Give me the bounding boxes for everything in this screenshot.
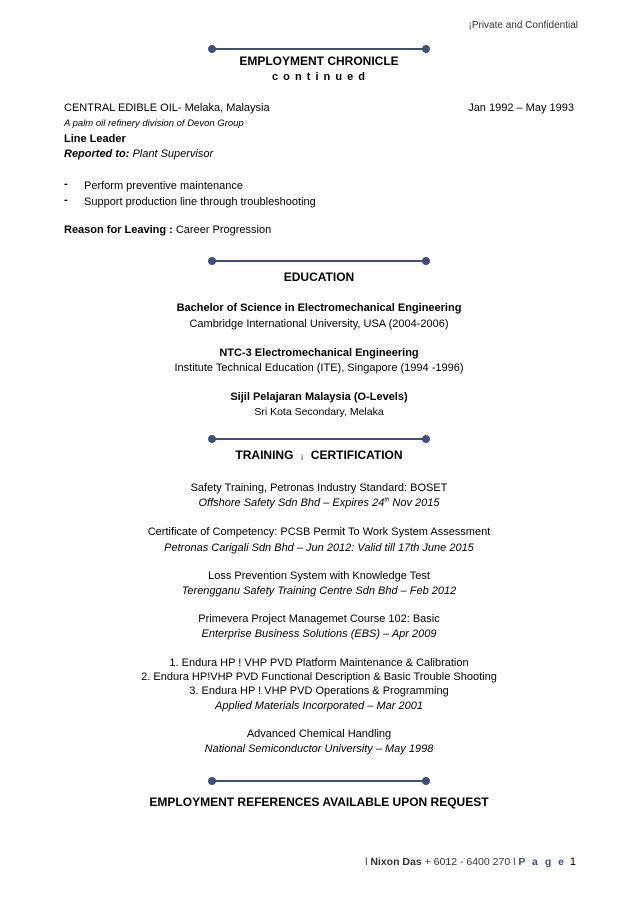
training-name: 3. Endura HP ! VHP PVD Operations & Programming (189, 685, 449, 697)
page-footer (365, 856, 566, 868)
education-school: Cambridge International University, USA (2004-2006) (189, 318, 449, 330)
bullet-icon: - (64, 194, 68, 206)
section-divider (208, 256, 430, 266)
training-name: Certificate of Competency: PCSB Permit To Work System Assessment (147, 526, 491, 538)
reported-label: Reported to: (64, 148, 130, 160)
employment-title: EMPLOYMENT CHRONICLE (239, 54, 399, 68)
footer-prefix: l (365, 856, 371, 868)
company-description: A palm oil refinery division of Devon Group (64, 118, 244, 129)
education-degree: Sijil Pelajaran Malaysia (O-Levels) (230, 391, 408, 403)
training-provider: National Semiconductor University – May 1998 (204, 743, 434, 755)
duty-item: Support production line through troubleshooting (84, 196, 316, 208)
training-name: Safety Training, Petronas Industry Standard: BOSET (190, 482, 448, 494)
training-name: 1. Endura HP ! VHP PVD Platform Maintenance & Calibration (169, 657, 469, 669)
bullet-icon: - (64, 178, 68, 190)
training-provider: Petronas Carigali Sdn Bhd – Jun 2012: Valid till 17th June 2015 (164, 542, 474, 554)
section-divider (208, 434, 430, 444)
education-school: Sri Kota Secondary, Melaka (254, 406, 384, 418)
page-number: 1 (569, 856, 576, 868)
training-provider: Enterprise Business Solutions (EBS) – Apr 2009 (201, 628, 437, 640)
training-name: Advanced Chemical Handling (246, 728, 392, 740)
employment-subtitle: c o n t i n u e d (272, 71, 366, 83)
duty-item: Perform preventive maintenance (84, 180, 243, 192)
training-provider: Offshore Safety Sdn Bhd – Expires 24th Nov 2015 (198, 497, 440, 509)
company-name: CENTRAL EDIBLE OIL- Melaka, Malaysia (64, 102, 270, 114)
reason-for-leaving (64, 224, 271, 236)
education-degree: NTC-3 Electromechanical Engineering (219, 347, 419, 359)
education-degree: Bachelor of Science in Electromechanical Engineering (176, 302, 462, 314)
training-title-separator: ¡ (300, 452, 304, 461)
training-title-left: TRAINING (235, 448, 294, 462)
footer-name: Nixon Das (370, 856, 422, 868)
footer-phone: + 6012 - 6400 270 l (421, 856, 519, 868)
training-name: Loss Prevention System with Knowledge Test (208, 570, 430, 582)
footer-page-word: P a g e (518, 856, 566, 868)
confidential-label: ¡Private and Confidential (468, 20, 578, 31)
training-title-right: CERTIFICATION (310, 448, 403, 462)
references-note: EMPLOYMENT REFERENCES AVAILABLE UPON REQUEST (149, 795, 489, 809)
reported-value: Plant Supervisor (129, 148, 214, 160)
section-divider (208, 776, 430, 786)
education-school: Institute Technical Education (ITE), Singapore (1994 -1996) (174, 362, 464, 374)
job-role: Line Leader (64, 133, 126, 145)
reason-label: Reason for Leaving : (64, 224, 173, 236)
section-divider (208, 44, 430, 54)
reported-to (64, 148, 213, 160)
employment-dates: Jan 1992 – May 1993 (468, 102, 574, 114)
training-provider: Applied Materials Incorporated – Mar 2001 (215, 700, 423, 712)
training-name: 2. Endura HP!VHP PVD Functional Description & Basic Trouble Shooting (141, 671, 497, 683)
training-provider: Terengganu Safety Training Centre Sdn Bhd – Feb 2012 (181, 585, 457, 597)
training-name: Primevera Project Managemet Course 102: Basic (198, 613, 440, 625)
training-title (0, 448, 638, 462)
education-title: EDUCATION (283, 270, 355, 284)
reason-value: Career Progression (172, 224, 272, 236)
